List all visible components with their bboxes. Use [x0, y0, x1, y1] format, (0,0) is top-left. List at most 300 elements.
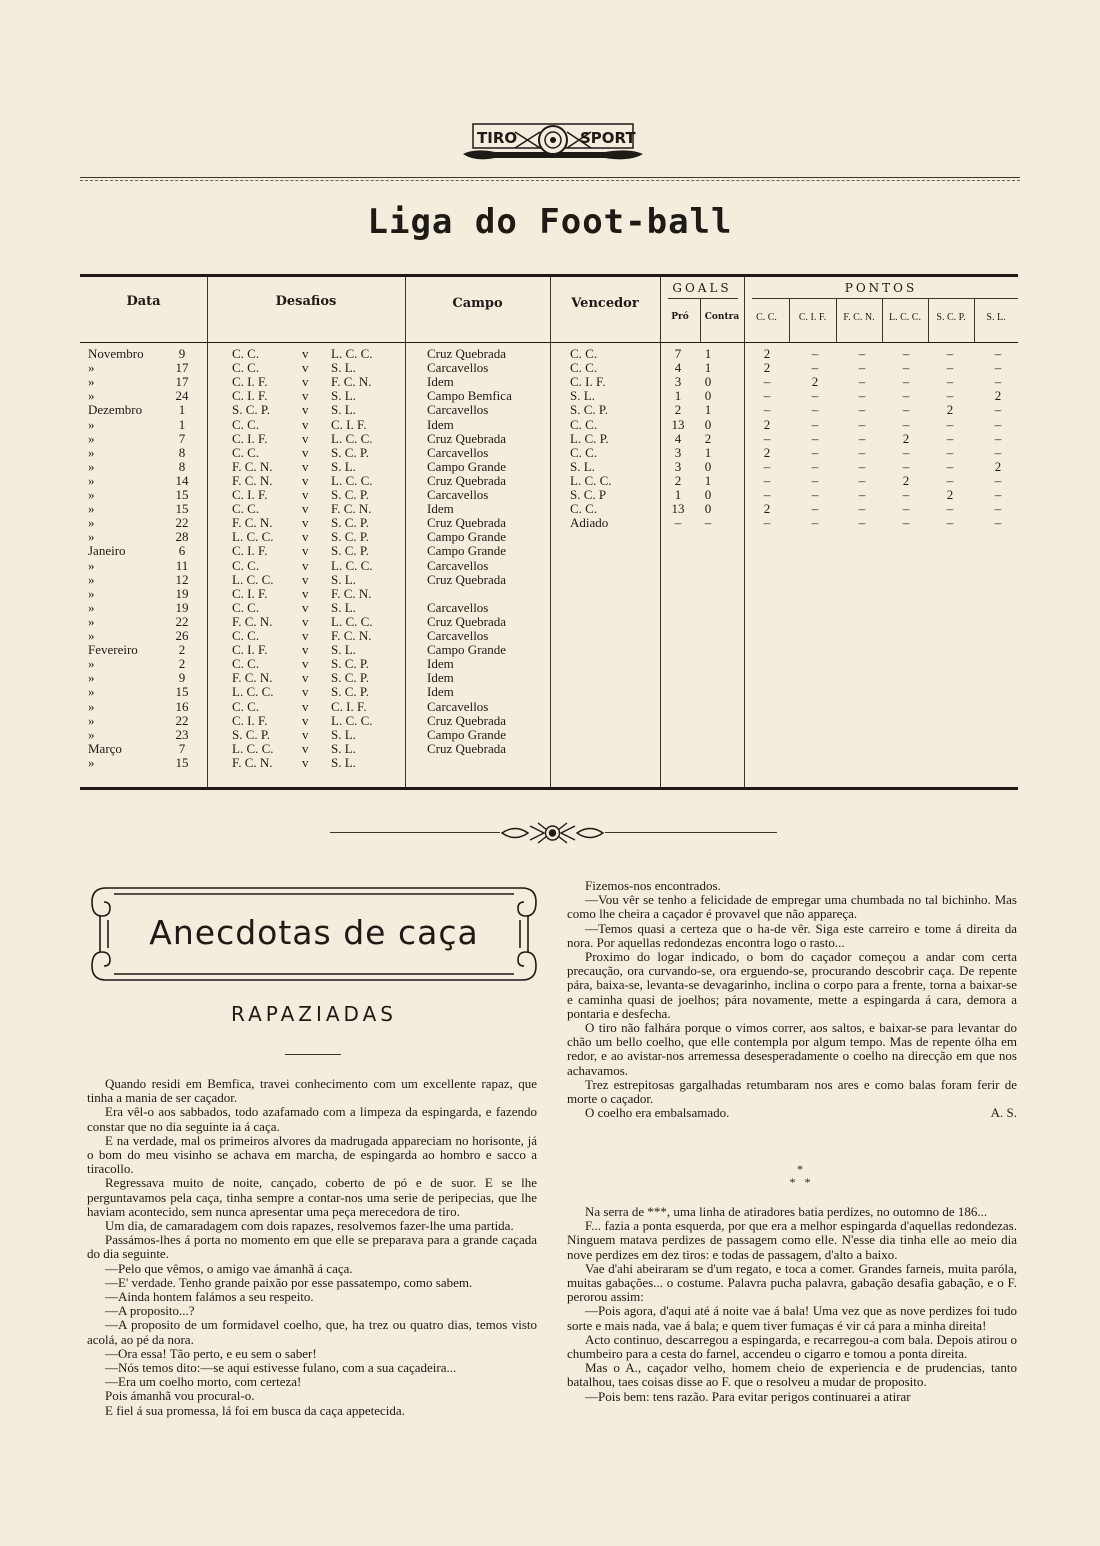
- table-row: [80, 559, 1018, 573]
- month-cell: Março: [88, 740, 122, 756]
- points-cell: –: [946, 360, 954, 376]
- winner-cell: C. C.: [570, 416, 598, 432]
- team-away-cell: S. L.: [331, 740, 356, 756]
- team-home-cell: C. I. F.: [232, 585, 268, 601]
- field-cell: Cruz Quebrada: [427, 346, 507, 361]
- month-cell: »: [88, 430, 95, 446]
- points-cell: –: [763, 374, 771, 390]
- goals-against-cell: 1: [704, 402, 712, 418]
- goals-against-cell: 0: [704, 374, 712, 390]
- points-cell: –: [763, 402, 771, 418]
- masthead-logo: [455, 118, 650, 168]
- paragraph: Acto continuo, descarregou a espingarda, e recarregou-a com bala. Depois atirou o chumbeiro para a cesta do farnel, accendeu o cigarro e tomou a ponta direita.: [567, 1331, 1017, 1362]
- month-cell: »: [88, 599, 95, 615]
- team-away-cell: S. C. P.: [331, 529, 369, 545]
- team-home-cell: C. C.: [232, 360, 260, 376]
- points-cell: 2: [763, 416, 771, 432]
- header-points-team: S. L.: [986, 312, 1006, 323]
- points-cell: –: [902, 416, 910, 432]
- team-home-cell: C. C.: [232, 599, 260, 615]
- field-cell: Carcavellos: [427, 402, 489, 418]
- field-cell: Cruz Quebrada: [427, 613, 507, 629]
- asterism-separator: [780, 1163, 820, 1189]
- points-cell: –: [994, 472, 1002, 488]
- table-rule-header: [80, 342, 1018, 343]
- table-row: [80, 418, 1018, 432]
- team-home-cell: L. C. C.: [232, 529, 274, 545]
- team-home-cell: F. C. N.: [232, 670, 273, 686]
- team-home-cell: C. C.: [232, 416, 260, 432]
- paragraph: E fiel á sua promessa, lá foi em busca da caça appetecida.: [105, 1402, 405, 1418]
- table-row: [80, 446, 1018, 460]
- day-cell: 2: [178, 642, 186, 658]
- versus-cell: v: [302, 543, 309, 559]
- points-cell: 2: [763, 360, 771, 376]
- points-cell: –: [946, 388, 954, 404]
- team-home-cell: F. C. N.: [232, 515, 273, 531]
- points-cell: –: [902, 360, 910, 376]
- winner-cell: S. C. P: [570, 487, 607, 502]
- goals-for-cell: 4: [674, 360, 682, 376]
- versus-cell: v: [302, 388, 309, 404]
- points-cell: –: [811, 430, 819, 446]
- table-row: [80, 615, 1018, 629]
- team-away-cell: S. L.: [331, 726, 356, 742]
- points-cell: –: [946, 472, 954, 488]
- goals-underline: [668, 298, 738, 299]
- winner-cell: C. C.: [570, 346, 598, 361]
- field-cell: Carcavellos: [427, 557, 489, 573]
- header-challenges: Desafios: [275, 294, 337, 309]
- points-cell: –: [902, 515, 910, 531]
- paragraph: Passámos-lhes á porta no momento em que elle se preparava para a grande caçada do dia seguinte.: [87, 1232, 537, 1262]
- field-cell: Cruz Quebrada: [427, 571, 507, 587]
- versus-cell: v: [302, 487, 309, 502]
- month-cell: »: [88, 613, 95, 629]
- masthead-rule-dashed: [80, 180, 1020, 181]
- versus-cell: v: [302, 501, 309, 517]
- day-cell: 15: [175, 684, 189, 700]
- goals-against-cell: 0: [704, 487, 712, 502]
- month-cell: Novembro: [88, 346, 144, 361]
- league-table: [80, 274, 1018, 789]
- table-row: [80, 375, 1018, 389]
- team-home-cell: L. C. C.: [232, 740, 274, 756]
- points-cell: –: [902, 444, 910, 460]
- versus-cell: v: [302, 515, 309, 531]
- paragraph: Mas o A., caçador velho, homem cheio de experiencia e de prudencias, tanto batalhou, taes coisas disse ao F. que o resolveu a mudar de proposito.: [567, 1360, 1017, 1390]
- day-cell: 26: [175, 628, 189, 643]
- points-cell: –: [946, 444, 954, 460]
- field-cell: Idem: [427, 416, 454, 432]
- versus-cell: v: [302, 684, 309, 700]
- month-cell: »: [88, 712, 95, 728]
- asterism-bottom: * *: [789, 1175, 811, 1189]
- field-cell: Cruz Quebrada: [427, 515, 507, 531]
- day-cell: 1: [178, 402, 186, 418]
- winner-cell: S. C. P.: [570, 402, 608, 418]
- paragraph: F... fazia a ponta esquerda, por que era a melhor espingarda d'aquellas redondezas. Ninguem matava perdizes de passagem como elle. N'esse dia tinha elle ao meio dia nove perdizes em dez tiros: e todas de passagem, d'alto a baixo.: [567, 1218, 1017, 1262]
- points-cell: –: [858, 444, 866, 460]
- winner-cell: L. C. C.: [570, 472, 612, 488]
- paragraph: Regressava muito de noite, cançado, coberto de pó e de suor. E se lhe perguntavamos pela caça, tinha sempre a contar-nos uma serie de peripecias, que lhe haviam acontecido, sem nunca apresentar uma peça merecedora de tiro.: [87, 1175, 537, 1219]
- table-row: [80, 361, 1018, 375]
- points-cell: 2: [811, 374, 819, 390]
- winner-cell: C. C.: [570, 444, 598, 460]
- day-cell: 8: [178, 444, 186, 460]
- team-home-cell: C. C.: [232, 698, 260, 714]
- team-home-cell: C. I. F.: [232, 642, 268, 658]
- table-row: [80, 488, 1018, 502]
- field-cell: Campo Grande: [427, 726, 507, 742]
- winner-cell: C. C.: [570, 360, 598, 376]
- team-away-cell: S. L.: [331, 571, 356, 587]
- points-cell: –: [994, 515, 1002, 531]
- points-cell: 2: [946, 487, 954, 502]
- header-points-team: L. C. C.: [889, 312, 921, 323]
- team-home-cell: C. C.: [232, 346, 260, 361]
- team-home-cell: C. C.: [232, 628, 260, 643]
- field-cell: Cruz Quebrada: [427, 712, 507, 728]
- points-cell: –: [858, 487, 866, 502]
- table-row: [80, 389, 1018, 403]
- team-home-cell: C. C.: [232, 501, 260, 517]
- month-cell: »: [88, 374, 95, 390]
- points-cell: –: [858, 402, 866, 418]
- day-cell: 12: [175, 571, 189, 587]
- day-cell: 15: [175, 487, 189, 502]
- versus-cell: v: [302, 656, 309, 672]
- team-away-cell: S. C. P.: [331, 487, 369, 502]
- team-away-cell: S. C. P.: [331, 515, 369, 531]
- points-cell: 2: [902, 472, 910, 488]
- day-cell: 17: [175, 360, 189, 376]
- day-cell: 22: [175, 613, 189, 629]
- goals-for-cell: 3: [674, 374, 682, 390]
- points-cell: 2: [946, 402, 954, 418]
- field-cell: Cruz Quebrada: [427, 740, 507, 756]
- paragraph: —Vou vêr se tenho a felicidade de empregar uma chumbada no tal bichinho. Mas como lhe cheira a caçador é provavel que não appareça.: [567, 892, 1017, 922]
- field-cell: Idem: [427, 501, 454, 517]
- svg-text:SPORT: SPORT: [580, 129, 636, 147]
- month-cell: »: [88, 529, 95, 545]
- day-cell: 9: [178, 346, 186, 361]
- paragraph: Proximo do logar indicado, o bom do caçador começou a andar com certa precaução, ora curvando-se, ora erguendo-se, procurando descobrir caça. De repente pára, baixa-se, levanta-se devagarinho, inclina o corpo para a frente, torna a baixar-se e caminha quasi de joelhos; pára novamente, mette a espingarda á cara, demora a pontaria e desfecha.: [567, 949, 1017, 1021]
- paragraph: —A proposito de um formidavel coelho, que, ha trez ou quatro dias, temos visto acolá, ao pé da nora.: [87, 1317, 537, 1347]
- paragraph: E na verdade, mal os primeiros alvores da madrugada appareciam no horisonte, já o bom do meu visinho se achava em marcha, de espingarda ao hombro e sacco a tiracollo.: [87, 1132, 537, 1177]
- field-cell: Campo Grande: [427, 458, 507, 474]
- points-cell: –: [994, 416, 1002, 432]
- team-home-cell: C. I. F.: [232, 388, 268, 404]
- points-cell: –: [811, 388, 819, 404]
- versus-cell: v: [302, 754, 309, 770]
- winner-cell: L. C. P.: [570, 430, 609, 446]
- subtitle-rule: [285, 1054, 341, 1055]
- team-away-cell: S. L.: [331, 360, 356, 376]
- versus-cell: v: [302, 346, 309, 361]
- field-cell: Cruz Quebrada: [427, 430, 507, 446]
- points-cell: –: [858, 388, 866, 404]
- ornament-icon: [500, 820, 605, 846]
- article-column-right-second: [567, 1205, 1017, 1404]
- goals-against-cell: 1: [704, 360, 712, 376]
- points-cell: –: [858, 472, 866, 488]
- field-cell: Idem: [427, 374, 454, 390]
- team-away-cell: L. C. C.: [331, 712, 373, 728]
- paragraph: —Pois bem: tens razão. Para evitar perigos continuarei a atirar: [585, 1388, 911, 1404]
- goals-for-cell: 2: [674, 402, 682, 418]
- team-away-cell: S. L.: [331, 402, 356, 418]
- asterism-top: *: [797, 1162, 803, 1176]
- versus-cell: v: [302, 740, 309, 756]
- table-row: [80, 347, 1018, 361]
- team-home-cell: C. I. F.: [232, 487, 268, 502]
- day-cell: 24: [175, 388, 189, 404]
- paragraph: —Era um coelho morto, com certeza!: [105, 1374, 302, 1390]
- article-column-right: [567, 879, 1017, 1120]
- team-home-cell: F. C. N.: [232, 613, 273, 629]
- day-cell: 16: [175, 698, 189, 714]
- points-cell: –: [858, 416, 866, 432]
- versus-cell: v: [302, 374, 309, 390]
- month-cell: »: [88, 360, 95, 376]
- goals-against-cell: 0: [704, 416, 712, 432]
- month-cell: »: [88, 515, 95, 531]
- winner-cell: Adiado: [570, 515, 609, 531]
- points-cell: 2: [994, 458, 1002, 474]
- table-row: [80, 601, 1018, 615]
- versus-cell: v: [302, 529, 309, 545]
- goals-for-cell: –: [674, 515, 682, 531]
- svg-text:TIRO: TIRO: [477, 129, 518, 147]
- day-cell: 28: [175, 529, 189, 545]
- table-row: [80, 432, 1018, 446]
- paragraph: —Ora essa! Tão perto, e eu sem o saber!: [105, 1345, 317, 1361]
- points-cell: –: [902, 388, 910, 404]
- paragraph: —Pois agora, d'aqui até á noite vae á bala! Uma vez que as nove perdizes foi tudo sorte e mais nada, vae á bala; e quem tiver fumaças é vir cá para a minha direita!: [567, 1303, 1017, 1333]
- day-cell: 17: [175, 374, 189, 390]
- team-away-cell: S. L.: [331, 642, 356, 658]
- field-cell: Carcavellos: [427, 444, 489, 460]
- team-away-cell: S. C. P.: [331, 670, 369, 686]
- month-cell: Dezembro: [88, 402, 143, 418]
- points-cell: –: [763, 515, 771, 531]
- month-cell: »: [88, 628, 95, 643]
- team-home-cell: F. C. N.: [232, 458, 273, 474]
- goals-against-cell: 0: [704, 501, 712, 517]
- paragraph: —Temos quasi a certeza que o ha-de vêr. Siga este carreiro e tome á direita da nora. Por aquellas redondezas encontra logo o rasto...: [567, 920, 1017, 950]
- goals-against-cell: 1: [704, 346, 712, 361]
- team-home-cell: C. C.: [232, 557, 260, 573]
- paragraph: —E' verdade. Tenho grande paixão por esse passatempo, como sabem.: [105, 1274, 473, 1290]
- table-row: [80, 530, 1018, 544]
- points-cell: –: [763, 458, 771, 474]
- month-cell: »: [88, 726, 95, 742]
- points-cell: –: [946, 515, 954, 531]
- points-cell: –: [994, 346, 1002, 361]
- closing-text: O coelho era embalsamado.: [585, 1105, 730, 1121]
- goals-against-cell: 1: [704, 472, 712, 488]
- points-cell: –: [858, 501, 866, 517]
- versus-cell: v: [302, 444, 309, 460]
- month-cell: Janeiro: [88, 543, 126, 559]
- points-cell: –: [858, 374, 866, 390]
- points-cell: –: [994, 487, 1002, 502]
- month-cell: »: [88, 557, 95, 573]
- versus-cell: v: [302, 458, 309, 474]
- points-cell: –: [902, 402, 910, 418]
- table-row: [80, 756, 1018, 770]
- versus-cell: v: [302, 698, 309, 714]
- paragraph: Fizemos-nos encontrados.: [585, 878, 721, 893]
- points-underline: [752, 298, 1018, 299]
- versus-cell: v: [302, 642, 309, 658]
- goals-against-cell: 1: [704, 444, 712, 460]
- field-cell: Carcavellos: [427, 698, 489, 714]
- points-cell: –: [763, 472, 771, 488]
- ornament-rule-right: [605, 832, 777, 833]
- team-away-cell: L. C. C.: [331, 346, 373, 361]
- versus-cell: v: [302, 628, 309, 643]
- points-cell: 2: [763, 346, 771, 361]
- points-cell: –: [858, 360, 866, 376]
- points-cell: –: [858, 430, 866, 446]
- paragraph: O tiro não falhára porque o vimos correr, aos saltos, e baixar-se para levantar do chão um bello coelho, que elle contempla por algum tempo. Mas de repente ólha em redor, e ao avistar-nos arremessa desesperadamente o coelho na direcção em que nos achavamos.: [567, 1020, 1017, 1078]
- month-cell: »: [88, 388, 95, 404]
- points-cell: –: [811, 501, 819, 517]
- header-goals: GOALS: [672, 281, 732, 295]
- paragraph: Era vêl-o aos sabbados, todo azafamado com a limpeza da espingarda, e fazendo constar que no dia seguinte ia á caça.: [87, 1104, 537, 1134]
- article-column-left: [87, 1077, 537, 1418]
- goals-against-cell: 0: [704, 388, 712, 404]
- points-cell: –: [994, 360, 1002, 376]
- paragraph: Um dia, de camaradagem com dois rapazes, resolvemos fazer-lhe uma partida.: [105, 1218, 514, 1234]
- points-cell: –: [946, 458, 954, 474]
- versus-cell: v: [302, 599, 309, 615]
- month-cell: »: [88, 754, 95, 770]
- team-home-cell: C. C.: [232, 444, 260, 460]
- points-cell: –: [811, 487, 819, 502]
- month-cell: »: [88, 472, 95, 488]
- team-away-cell: S. C. P.: [331, 684, 369, 700]
- day-cell: 19: [175, 599, 189, 615]
- article-title: Anecdotas de caça: [149, 913, 479, 952]
- team-home-cell: L. C. C.: [232, 571, 274, 587]
- paragraph: —Pelo que vêmos, o amigo vae ámanhã á caça.: [105, 1260, 353, 1276]
- header-points: PONTOS: [844, 281, 918, 295]
- points-cell: –: [811, 416, 819, 432]
- paragraph: Trez estrepitosas gargalhadas retumbaram nos ares e como balas foram ferir de morte o caçador.: [567, 1076, 1017, 1107]
- team-home-cell: L. C. C.: [232, 684, 274, 700]
- points-cell: –: [811, 402, 819, 418]
- month-cell: »: [88, 501, 95, 517]
- points-cell: 2: [902, 430, 910, 446]
- points-cell: –: [902, 501, 910, 517]
- field-cell: Idem: [427, 684, 454, 700]
- section-title: Liga do Foot-ball: [367, 202, 733, 242]
- team-away-cell: F. C. N.: [331, 501, 372, 517]
- article-subtitle: RAPAZIADAS: [231, 1002, 397, 1026]
- team-home-cell: C. I. F.: [232, 712, 268, 728]
- header-winner: Vencedor: [571, 296, 639, 311]
- team-away-cell: S. C. P.: [331, 543, 369, 559]
- header-date: Data: [126, 294, 161, 309]
- team-away-cell: S. L.: [331, 388, 356, 404]
- versus-cell: v: [302, 402, 309, 418]
- month-cell: »: [88, 698, 95, 714]
- goals-against-cell: 2: [704, 430, 712, 446]
- versus-cell: v: [302, 360, 309, 376]
- goals-for-cell: 1: [674, 388, 682, 404]
- goals-against-cell: –: [704, 515, 712, 531]
- day-cell: 1: [178, 416, 186, 432]
- team-away-cell: C. I. F.: [331, 698, 367, 714]
- points-cell: –: [994, 444, 1002, 460]
- versus-cell: v: [302, 613, 309, 629]
- month-cell: »: [88, 458, 95, 474]
- month-cell: »: [88, 487, 95, 502]
- tiro-sport-logo-icon: [455, 118, 650, 168]
- day-cell: 2: [178, 656, 186, 672]
- team-away-cell: S. L.: [331, 754, 356, 770]
- points-cell: –: [858, 458, 866, 474]
- table-row: [80, 516, 1018, 530]
- points-cell: –: [763, 388, 771, 404]
- points-cell: –: [811, 360, 819, 376]
- team-away-cell: F. C. N.: [331, 374, 372, 390]
- team-away-cell: L. C. C.: [331, 472, 373, 488]
- goals-for-cell: 3: [674, 444, 682, 460]
- points-cell: –: [902, 346, 910, 361]
- field-cell: Idem: [427, 670, 454, 686]
- winner-cell: S. L.: [570, 458, 595, 474]
- team-away-cell: S. L.: [331, 599, 356, 615]
- day-cell: 11: [175, 557, 189, 573]
- table-row: [80, 629, 1018, 643]
- team-home-cell: C. I. F.: [232, 430, 268, 446]
- points-cell: –: [994, 501, 1002, 517]
- team-away-cell: S. L.: [331, 458, 356, 474]
- header-field: Campo: [452, 296, 503, 311]
- day-cell: 19: [175, 585, 189, 601]
- goals-for-cell: 4: [674, 430, 682, 446]
- goals-for-cell: 3: [674, 458, 682, 474]
- winner-cell: C. C.: [570, 501, 598, 517]
- goals-for-cell: 1: [674, 487, 682, 502]
- points-cell: –: [946, 430, 954, 446]
- header-points-team: S. C. P.: [936, 312, 966, 323]
- day-cell: 9: [178, 670, 186, 686]
- team-home-cell: C. I. F.: [232, 374, 268, 390]
- field-cell: Carcavellos: [427, 487, 489, 502]
- versus-cell: v: [302, 726, 309, 742]
- points-cell: –: [763, 487, 771, 502]
- table-row: [80, 742, 1018, 756]
- month-cell: »: [88, 571, 95, 587]
- team-home-cell: S. C. P.: [232, 402, 270, 418]
- paragraph: Vae d'ahi abeiraram se d'um regato, e toca a comer. Grandes farneis, muita paróla, muitas gabações... o costume. Palavra pucha palavra, gabação desafia gabação, e o F. perorou assim:: [567, 1260, 1017, 1305]
- points-cell: –: [946, 501, 954, 517]
- versus-cell: v: [302, 557, 309, 573]
- goals-for-cell: 2: [674, 472, 682, 488]
- paragraph: —Nós temos dito:—se aqui estivesse fulano, com a sua caçadeira...: [105, 1360, 457, 1376]
- field-cell: Idem: [427, 656, 454, 672]
- month-cell: »: [88, 585, 95, 601]
- points-cell: –: [946, 416, 954, 432]
- table-row: [80, 671, 1018, 685]
- points-cell: –: [763, 430, 771, 446]
- table-rule-bottom: [80, 787, 1018, 790]
